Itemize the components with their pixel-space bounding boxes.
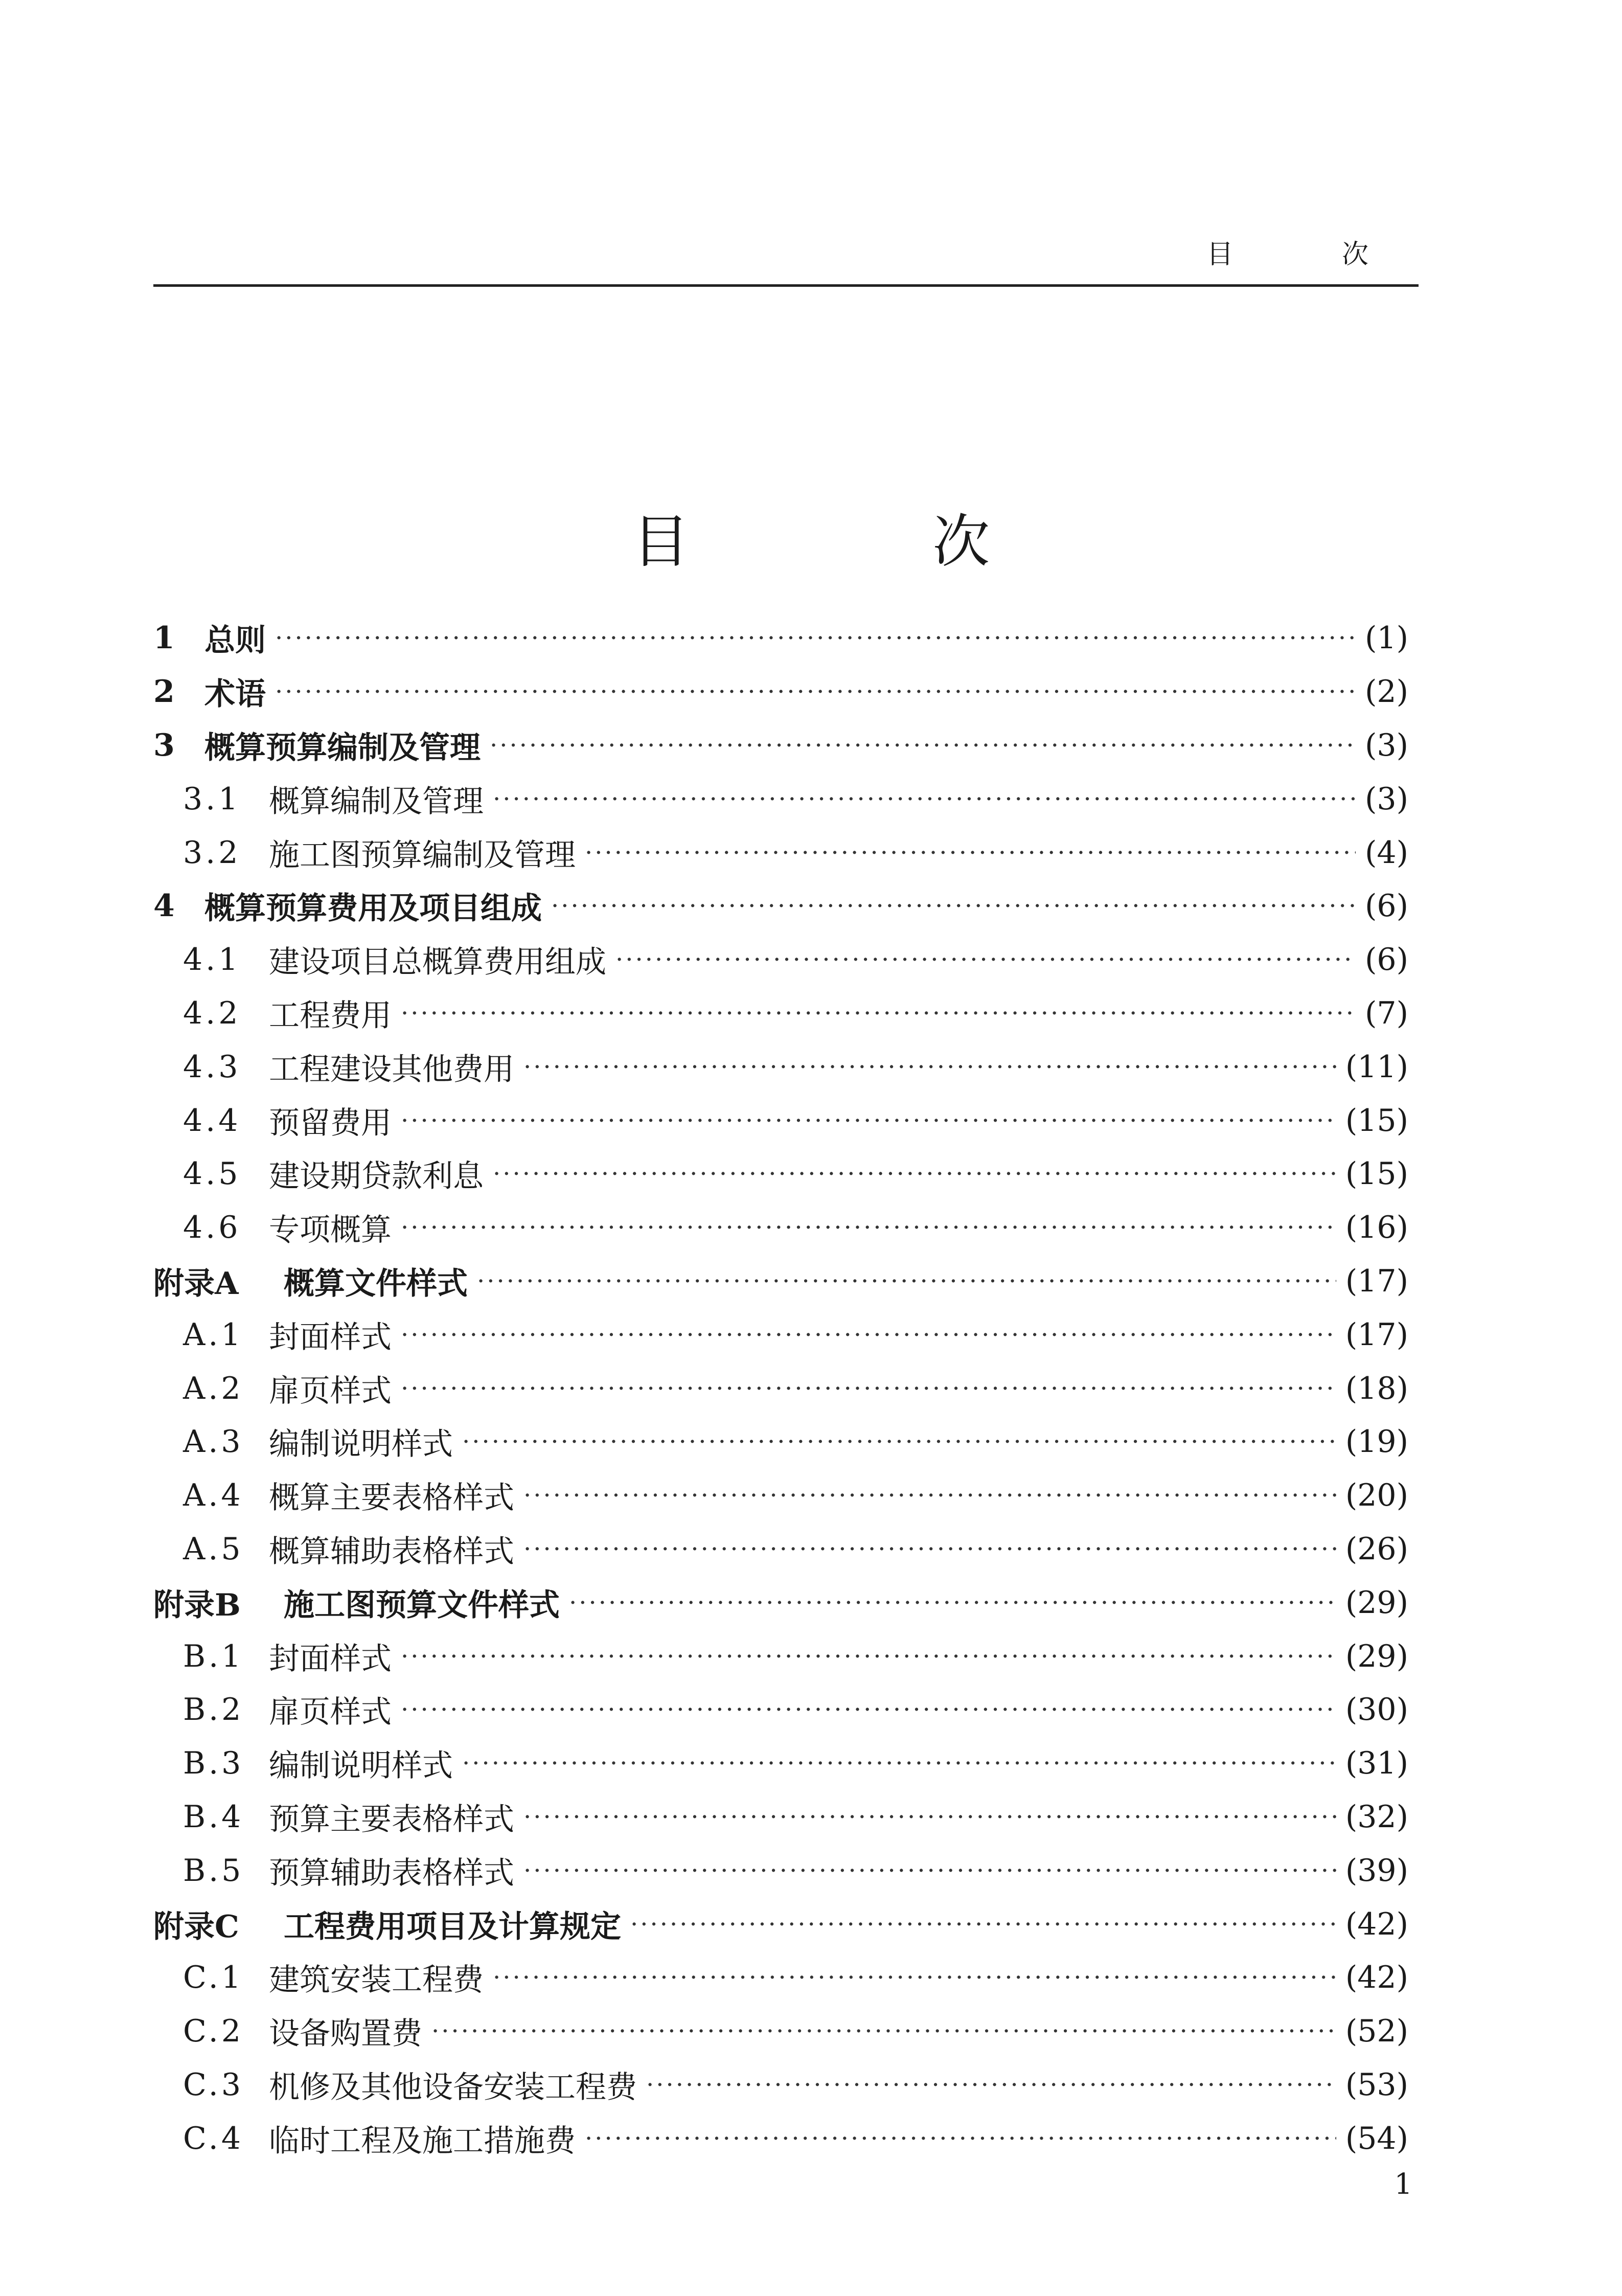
table-of-contents [153, 611, 1408, 2165]
toc-entry-number: B.5 [183, 1852, 244, 1889]
toc-entry-number: A.5 [183, 1531, 244, 1567]
toc-entry-page: (1) [1365, 620, 1408, 656]
toc-entry-title: 工程费用项目及计算规定 [284, 1908, 621, 1945]
dot-leader [585, 2124, 1336, 2153]
toc-entry-number: B.4 [183, 1799, 244, 1835]
toc-entry-page: (42) [1345, 1960, 1408, 1996]
toc-entry-title: 封面样式 [269, 1319, 392, 1355]
dot-leader [493, 785, 1356, 813]
dot-leader [477, 1267, 1336, 1295]
toc-entry-title: 编制说明样式 [269, 1426, 453, 1463]
toc-entry[interactable] [153, 1308, 1408, 1361]
toc-entry-title: 概算编制及管理 [269, 783, 484, 820]
toc-entry-number: 4.1 [183, 942, 241, 978]
toc-entry[interactable] [153, 665, 1408, 719]
dot-leader [523, 1481, 1336, 1510]
dot-leader [401, 1213, 1336, 1242]
toc-entry-title: 工程费用 [269, 997, 392, 1034]
toc-entry-title: 预留费用 [269, 1105, 392, 1141]
dot-leader [401, 1642, 1336, 1671]
toc-entry-page: (30) [1345, 1692, 1408, 1728]
dot-leader [493, 1963, 1336, 1992]
toc-entry-title: 总则 [204, 623, 266, 659]
dot-leader [493, 1160, 1336, 1188]
toc-entry-number: 3.2 [183, 834, 241, 871]
toc-entry-title: 扉页样式 [269, 1694, 392, 1731]
running-head: 目 次 [1206, 239, 1419, 270]
toc-entry-number: 1 [153, 620, 175, 656]
toc-entry-number: C.1 [183, 1960, 244, 1996]
toc-entry[interactable] [153, 1040, 1408, 1094]
toc-entry[interactable] [153, 1844, 1408, 1897]
toc-entry-page: (3) [1365, 727, 1408, 763]
toc-entry-page: (15) [1345, 1102, 1408, 1139]
toc-entry-number: 4.4 [183, 1102, 241, 1139]
dot-leader [523, 1535, 1336, 1563]
toc-entry-number: A.4 [183, 1477, 244, 1514]
toc-entry-number: B.1 [183, 1638, 244, 1674]
toc-entry[interactable] [153, 1147, 1408, 1201]
toc-entry-title: 编制说明样式 [269, 1748, 453, 1784]
dot-leader [646, 2071, 1336, 2099]
toc-entry-title: 建筑安装工程费 [269, 1962, 484, 1998]
toc-entry-page: (16) [1345, 1210, 1408, 1246]
toc-entry[interactable] [153, 826, 1408, 879]
toc-entry-number: C.2 [183, 2013, 244, 2050]
toc-entry-page: (18) [1345, 1370, 1408, 1406]
toc-entry-title: 设备购置费 [269, 2016, 422, 2052]
toc-entry-title: 建设期贷款利息 [269, 1158, 484, 1195]
toc-entry-title: 概算文件样式 [284, 1265, 468, 1302]
toc-entry-title: 施工图预算文件样式 [284, 1587, 560, 1623]
dot-leader [490, 731, 1356, 760]
toc-entry[interactable] [153, 1790, 1408, 1844]
page-number: 1 [1394, 2168, 1412, 2201]
toc-entry[interactable] [153, 719, 1408, 772]
toc-entry[interactable] [153, 1897, 1408, 1951]
toc-entry-number: B.3 [183, 1745, 244, 1782]
dot-leader [401, 1106, 1336, 1135]
dot-leader [401, 1374, 1336, 1403]
toc-entry-page: (3) [1365, 781, 1408, 817]
toc-entry-number: 4.5 [183, 1156, 241, 1192]
toc-entry-page: (20) [1345, 1477, 1408, 1514]
toc-entry-page: (52) [1345, 2013, 1408, 2050]
toc-entry[interactable] [153, 2058, 1408, 2112]
dot-leader [462, 1427, 1336, 1456]
toc-entry[interactable] [153, 1522, 1408, 1576]
toc-entry-page: (54) [1345, 2120, 1408, 2156]
toc-entry-page: (39) [1345, 1852, 1408, 1889]
toc-entry-number: A.3 [183, 1424, 244, 1460]
toc-entry-title: 预算辅助表格样式 [269, 1855, 514, 1891]
toc-entry-title: 概算辅助表格样式 [269, 1533, 514, 1570]
toc-entry-title: 概算主要表格样式 [269, 1480, 514, 1516]
toc-entry-number: 4.6 [183, 1210, 241, 1246]
dot-leader [615, 945, 1356, 974]
toc-entry-number: C.3 [183, 2066, 244, 2103]
toc-entry-page: (2) [1365, 674, 1408, 710]
toc-entry[interactable] [153, 933, 1408, 987]
dot-leader [401, 999, 1356, 1028]
toc-entry-number: 3 [153, 727, 175, 763]
toc-entry-number: 2 [153, 674, 175, 710]
toc-entry-page: (6) [1365, 888, 1408, 924]
dot-leader [569, 1588, 1336, 1617]
toc-entry-title: 预算主要表格样式 [269, 1801, 514, 1837]
toc-entry-number: A.1 [183, 1316, 244, 1353]
toc-entry-page: (11) [1345, 1049, 1408, 1085]
toc-entry[interactable] [153, 1094, 1408, 1147]
toc-entry[interactable] [153, 1576, 1408, 1629]
toc-entry-number: B.2 [183, 1692, 244, 1728]
toc-entry[interactable] [153, 611, 1408, 665]
toc-entry-number: 4 [153, 888, 175, 924]
toc-entry[interactable] [153, 1361, 1408, 1415]
toc-entry[interactable] [153, 2111, 1408, 2165]
toc-entry-title: 临时工程及施工措施费 [269, 2123, 576, 2159]
toc-entry-number: 4.3 [183, 1049, 241, 1085]
dot-leader [551, 892, 1356, 920]
toc-entry[interactable] [153, 1201, 1408, 1255]
toc-entry[interactable] [153, 1683, 1408, 1737]
toc-entry-title: 术语 [204, 676, 266, 713]
dot-leader [401, 1321, 1336, 1349]
dot-leader [431, 2017, 1336, 2045]
toc-entry-page: (15) [1345, 1156, 1408, 1192]
toc-entry-page: (17) [1345, 1263, 1408, 1299]
toc-entry-page: (32) [1345, 1799, 1408, 1835]
toc-entry-page: (6) [1365, 942, 1408, 978]
dot-leader [585, 838, 1356, 867]
toc-entry-page: (53) [1345, 2066, 1408, 2103]
toc-entry-number: 3.1 [183, 781, 241, 817]
toc-entry-title: 机修及其他设备安装工程费 [269, 2069, 637, 2105]
dot-leader [523, 1053, 1336, 1081]
toc-entry-title: 扉页样式 [269, 1373, 392, 1409]
toc-entry-number: C.4 [183, 2120, 244, 2156]
toc-entry-title: 概算预算编制及管理 [204, 730, 481, 766]
header-rule [153, 284, 1419, 287]
toc-entry-number: A.2 [183, 1370, 244, 1406]
toc-entry-page: (4) [1365, 834, 1408, 871]
dot-leader [401, 1695, 1336, 1724]
toc-entry[interactable] [153, 1469, 1408, 1522]
toc-entry-page: (19) [1345, 1424, 1408, 1460]
dot-leader [275, 624, 1356, 652]
toc-entry[interactable] [153, 987, 1408, 1040]
toc-entry-page: (29) [1345, 1584, 1408, 1621]
page-title: 目 次 [632, 509, 1103, 575]
toc-entry-page: (17) [1345, 1316, 1408, 1353]
toc-entry-number: 4.2 [183, 995, 241, 1031]
toc-entry[interactable] [153, 1415, 1408, 1469]
toc-entry[interactable] [153, 879, 1408, 933]
toc-entry-number: 附录C [153, 1908, 239, 1945]
toc-entry-page: (29) [1345, 1638, 1408, 1674]
toc-entry-title: 建设项目总概算费用组成 [269, 944, 606, 981]
toc-entry[interactable] [153, 1255, 1408, 1308]
toc-entry-page: (42) [1345, 1906, 1408, 1942]
toc-entry-title: 专项概算 [269, 1212, 392, 1248]
toc-entry-page: (26) [1345, 1531, 1408, 1567]
toc-entry-title: 封面样式 [269, 1641, 392, 1677]
toc-entry[interactable] [153, 2005, 1408, 2058]
toc-entry[interactable] [153, 1737, 1408, 1790]
toc-entry-title: 施工图预算编制及管理 [269, 837, 576, 873]
dot-leader [275, 677, 1356, 706]
toc-entry[interactable] [153, 1951, 1408, 2005]
toc-entry[interactable] [153, 1629, 1408, 1683]
dot-leader [462, 1749, 1336, 1778]
toc-entry-title: 工程建设其他费用 [269, 1051, 514, 1087]
dot-leader [523, 1856, 1336, 1885]
dot-leader [630, 1910, 1336, 1939]
toc-entry-number: 附录A [153, 1265, 239, 1302]
toc-entry-page: (7) [1365, 995, 1408, 1031]
toc-entry-number: 附录B [153, 1587, 241, 1623]
dot-leader [523, 1803, 1336, 1831]
toc-entry-page: (31) [1345, 1745, 1408, 1782]
toc-entry[interactable] [153, 772, 1408, 826]
toc-entry-title: 概算预算费用及项目组成 [204, 891, 542, 927]
